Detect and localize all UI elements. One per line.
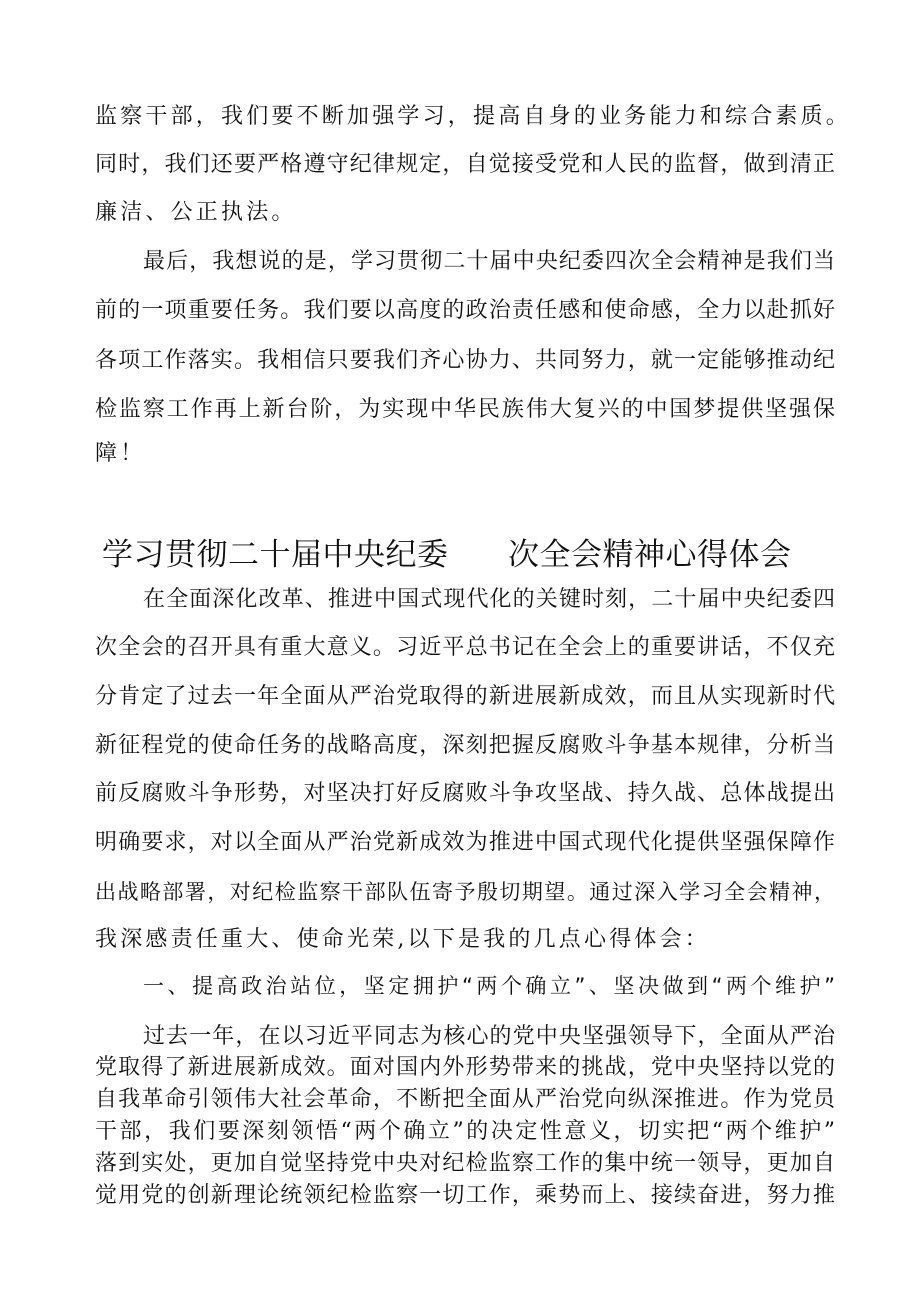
article-title-part-2: 次全会精神心得体会 xyxy=(508,537,792,573)
intro-paragraph-line-3: 分肯定了过去一年全面从严治党取得的新进展新成效，而且从实现新时代 xyxy=(95,684,835,709)
closing-paragraph-line-1: 最后，我想说的是，学习贯彻二十届中央纪委四次全会精神是我们当 xyxy=(143,249,835,274)
section-one-line-2: 党取得了新进展新成效。面对国内外形势带来的挑战，党中央坚持以党的 xyxy=(95,1055,835,1080)
intro-paragraph-line-7: 出战略部署，对纪检监察干部队伍寄予殷切期望。通过深入学习全会精神， xyxy=(95,880,835,904)
section-one-line-5: 落到实处，更加自觉坚持党中央对纪检监察工作的集中统一领导，更加自 xyxy=(95,1151,835,1176)
continued-paragraph-line-2: 同时，我们还要严格遵守纪律规定，自觉接受党和人民的监督，做到清正 xyxy=(95,152,835,177)
section-one-heading: 一、提高政治站位，坚定拥护“两个确立”、坚决做到“两个维护” xyxy=(143,974,835,998)
section-one-line-3: 自我革命引领伟大社会革命，不断把全面从严治党向纵深推进。作为党员 xyxy=(95,1087,835,1112)
closing-paragraph-line-5: 障！ xyxy=(95,441,146,466)
section-one-line-6: 觉用党的创新理论统领纪检监察一切工作，乘势而上、接续奋进，努力推 xyxy=(95,1183,835,1208)
continued-paragraph-line-3: 廉洁、公正执法。 xyxy=(95,200,297,225)
closing-paragraph-line-4: 检监察工作再上新台阶，为实现中华民族伟大复兴的中国梦提供坚强保 xyxy=(95,397,835,422)
intro-paragraph-line-8: 我深感责任重大、使命光荣,以下是我的几点心得体会： xyxy=(95,927,710,952)
intro-paragraph-line-2: 次全会的召开具有重大意义。习近平总书记在全会上的重要讲话，不仅充 xyxy=(95,635,835,660)
intro-paragraph-line-6: 明确要求，对以全面从严治党新成效为推进中国式现代化提供坚强保障作 xyxy=(95,830,835,855)
section-one-line-1: 过去一年，在以习近平同志为核心的党中央坚强领导下，全面从严治 xyxy=(143,1024,835,1049)
continued-paragraph-line-1: 监察干部，我们要不断加强学习，提高自身的业务能力和综合素质。 xyxy=(95,104,852,129)
intro-paragraph-line-5: 前反腐败斗争形势，对坚决打好反腐败斗争攻坚战、持久战、总体战提出 xyxy=(95,781,835,806)
closing-paragraph-line-2: 前的一项重要任务。我们要以高度的政治责任感和使命感，全力以赴抓好 xyxy=(95,298,835,323)
section-one-line-4: 干部，我们要深刻领悟“两个确立”的决定性意义，切实把“两个维护” xyxy=(95,1119,835,1144)
intro-paragraph-line-4: 新征程党的使命任务的战略高度，深刻把握反腐败斗争基本规律，分析当 xyxy=(95,733,835,758)
article-title-part-1: 学习贯彻二十届中央纪委 xyxy=(102,537,449,573)
closing-paragraph-line-3: 各项工作落实。我相信只要我们齐心协力、共同努力，就一定能够推动纪 xyxy=(95,348,835,373)
intro-paragraph-line-1: 在全面深化改革、推进中国式现代化的关键时刻，二十届中央纪委四 xyxy=(143,587,835,612)
